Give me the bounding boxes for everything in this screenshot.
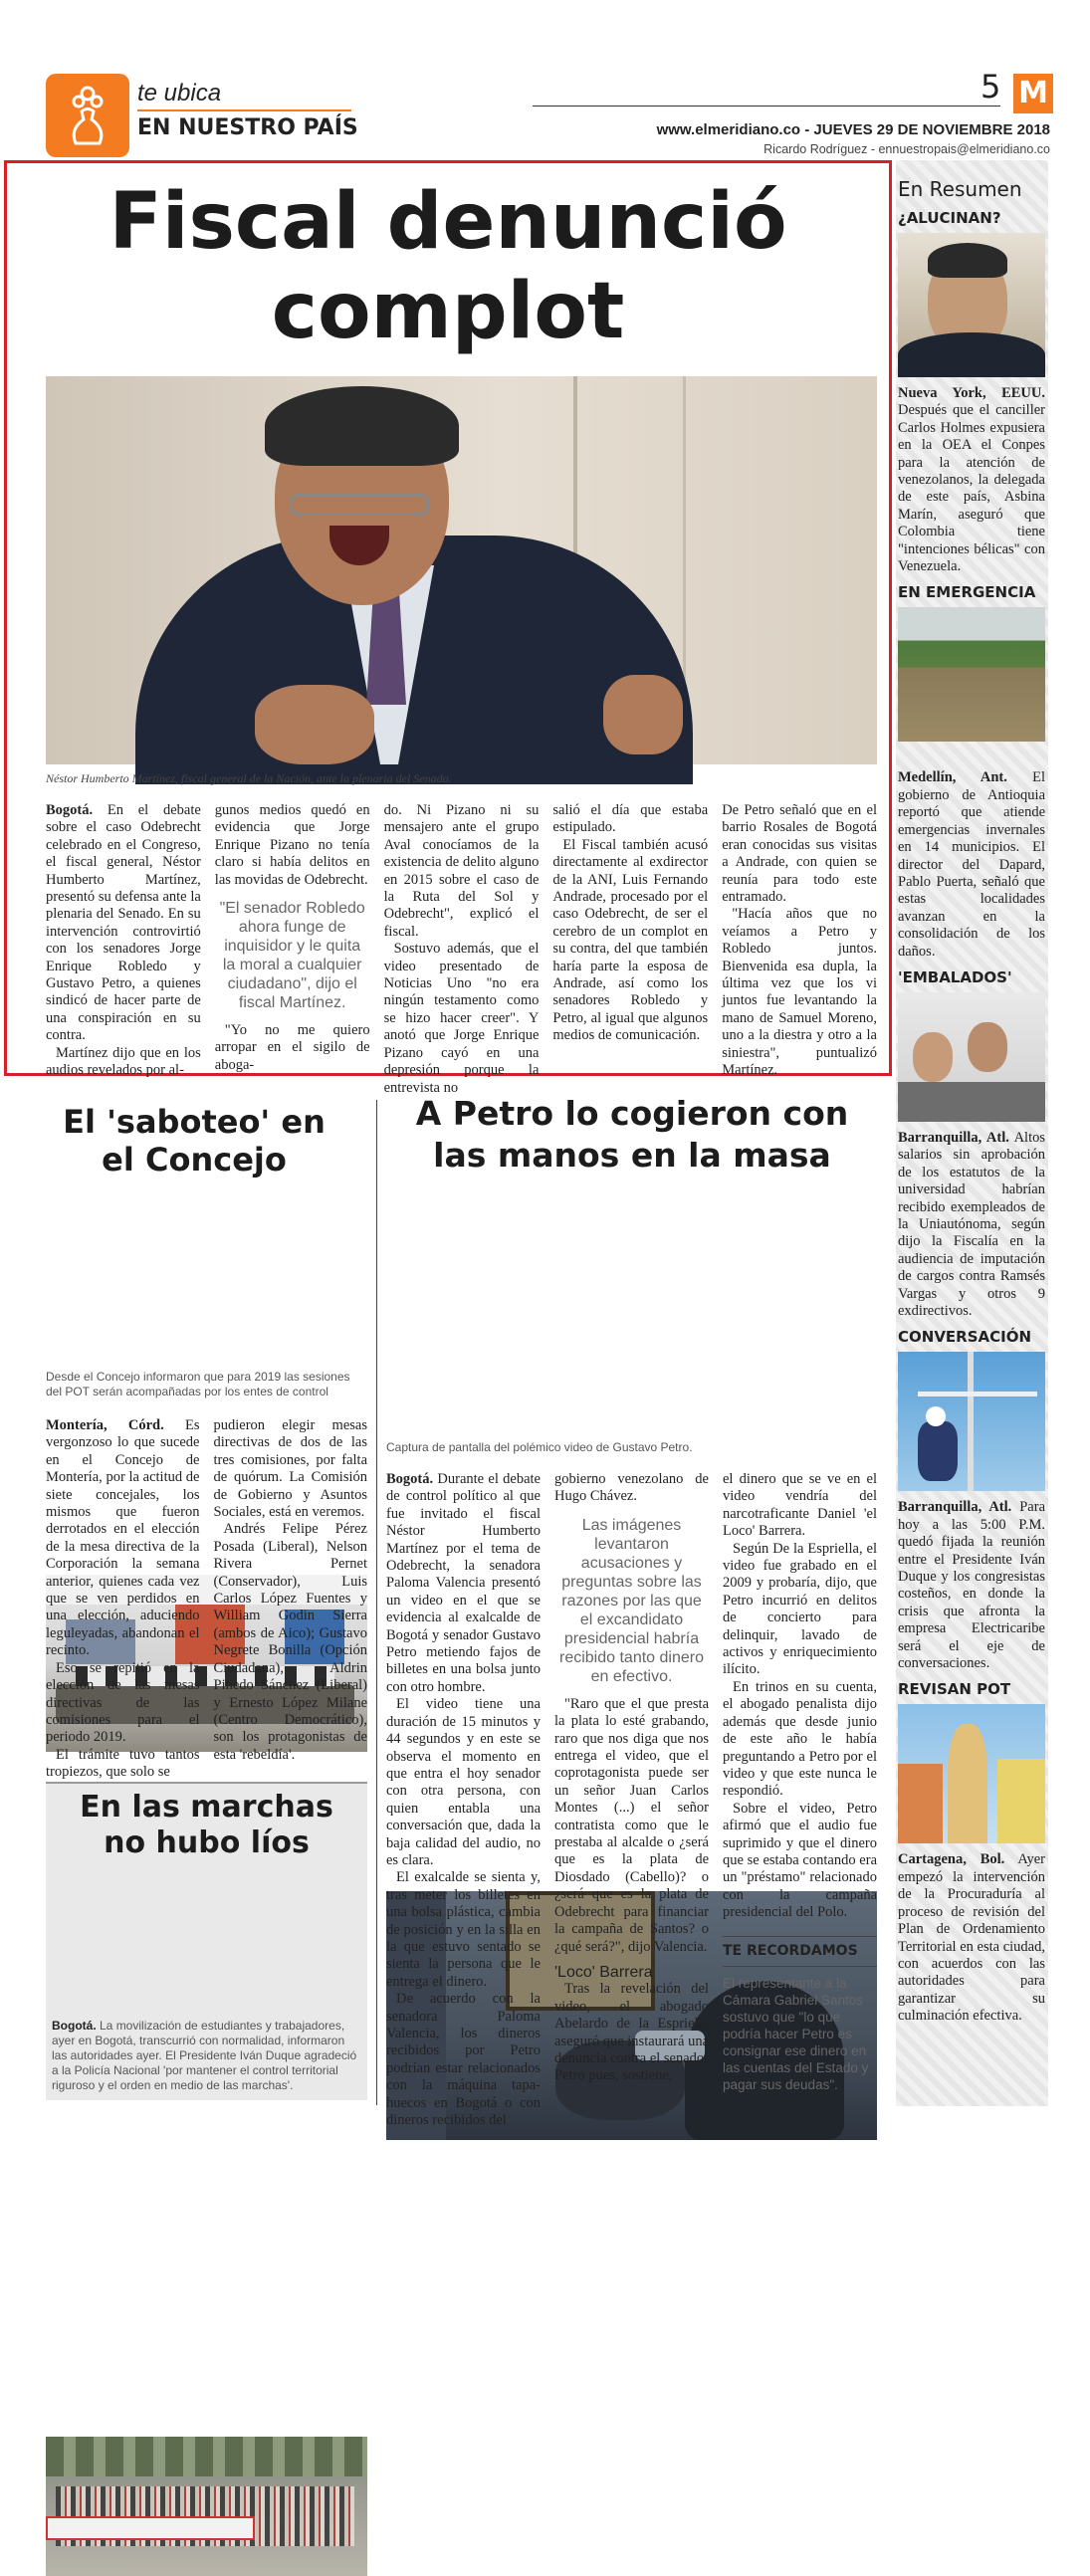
main-col-1: Bogotá. En el debate sobre el caso Odebrecht celebrado en el Congreso, el fiscal general, Néstor Humberto Martínez, presentó su defensa ante la plenaria del Senado. En su intervención controvirtió con los senadores Jorge Enrique Robledo y Gustavo Petro, a quienes sindicó de hacer parte de una conspiración en su contra. Martínez dijo que en los audios revelados por al- [46,802,201,1079]
sidebar-heading: REVISAN POT [898,1680,1011,1699]
main-body [46,802,877,1096]
fiscal-hair [265,386,459,466]
saboteo-dateline: Montería, Córd. [46,1417,164,1433]
main-caption: Néstor Humberto Martínez, fiscal general de la Nación, ante la plenaria del Senado. [46,771,452,785]
petro-caption: Captura de pantalla del polémico video de Gustavo Petro. [386,1440,693,1454]
site-date: www.elmeridiano.co - JUEVES 29 DE NOVIEMBRE 2018 [656,121,1050,138]
saboteo-body [46,1417,367,1781]
sidebar-item-alucinan: ¿ALUCINAN? Nueva York, EEUU. Después que el canciller Carlos Holmes expusiera en la OEA el Conpes para la atención de venezolanos, la delegada de este país, Asbina Marín, aseguró que Colombia tiene "intenciones bélicas" con Venezuela. [898,209,1045,575]
petro-col-3: el dinero que se ve en el video vendría del narcotraficante Daniel 'el Loco' Barrera. Según De la Espriella, el video fue grabado en el 2009 y probaría, dijo, que Petro incurrió en delitos de concierto para delinquir, lavado de activos y enriquecimiento ilícito. En trinos en su cuenta, el abogado penalista dijo además que desde junio de este año le había preguntando a Petro por el video y que este nunca le respondió. Sobre el video, Petro afirmó que el audio fue suprimido y que el dinero que se estaba contando era un "préstamo" relacionado con la campaña presidencial del Polo. TE RECORDAMOS El representante a la Cámara Gabriel Santos sostuvo que "lo que podría hacer Petro es consignar ese dinero en las cuentas del Estado y pagar sus deudas". [723,1471,877,2092]
petro-dateline: Bogotá. [386,1471,434,1487]
sidebar-photo-powerline [898,1352,1045,1491]
sidebar-photo-hearing [898,992,1045,1122]
sidebar-photo-canciller [898,233,1045,377]
petro-col-1: Bogotá. Durante el debate de control político al que fue invitado el fiscal Néstor Humberto Martínez por el tema de Odebrecht, la senadora Paloma Valencia presentó un video en el que se evidencia al exalcalde de Bogotá y senador Gustavo Petro metiendo fajos de billetes en una bolsa junto con otro hombre. El video tiene una duración de 15 minutos y 44 segundos y en este se observa el momento en que entra el hoy senador con otra persona, con quien entabla una conversación que, dada la baja calidad del audio, no es clara. El exalcalde se sienta y, tras meter los billetes en una bolsa plástica, cambia de posición y en la silla en la que estuvo sentado se sienta la persona que le entrega el dinero. De acuerdo con la senadora Paloma Valencia, los dineros recibidos por Petro podrían estar relacionados con la máquina tapa-huecos en Bogotá o con dineros recibidos del [386,1471,541,2129]
sidebar-item-conversacion: CONVERSACIÓN Barranquilla, Atl. Para hoy a las 5:00 P.M. quedó fijada la reunión entre el Presidente Iván Duque y los congresistas costeños, en donde la crisis que afronta la empresa Electricaribe será el eje de conversaciones. [898,1328,1045,1672]
petro-body [386,1471,877,2129]
column-divider [376,1100,377,2105]
sidebar-item-revisan-pot: REVISAN POT Cartagena, Bol. Ayer empezó la intervención de la Procuraduría al proceso de revisión del Plan de Ordenamiento Territorial en esta ciudad, con acuerdos con las autoridades para garantizar su culminación efectiva. [898,1680,1046,2025]
header-rule [533,106,1000,107]
saboteo-col-1: Montería, Córd. Es vergonzoso lo que sucede en el Concejo de Montería, por la actitud de siete concejales, los mismos que fueron derrotados en el elección de la mesa directiva de la Corporación la semana anterior, quienes cada vez que se ven perdidos en una elección, aduciendo leguleyadas, abandonan el recinto. Eso se repitió en la elección de las mesas directivas de las comisiones para el periodo 2019. El trámite tuvo tantos tropiezos, que solo se [46,1417,200,1781]
main-pull-quote: "El senador Robledo ahora funge de inquisidor y le quita la moral a cualquier ciudadano", dijo el fiscal Martínez. [219,900,365,1012]
saboteo-col-2: pudieron elegir mesas directivas de dos de las tres comisiones, por falta de quórum. La Comisión de Gobierno y Asuntos Sociales, está en veremos. Andrés Felipe Pérez Posada (Liberal), Nelson Rivera Pernet (Conservador), Luis Carlos López Fuentes y William Godin Sierra (ambos de Aico); Gustavo Negrete Bonilla (Opción Ciudadana), Aldrin Pinedo Sánchez (Liberal) y Ernesto López Milane (Centro Democrático), son los protagonistas de esta 'rebeldía'. [213,1417,367,1763]
vase-icon [46,74,129,157]
petro-pull-quote: Las imágenes levantaron acusaciones y preguntas sobre las razones por las que el excandidato presidencial habría recibido tanto dinero en efectivo. [559,1516,704,1685]
author-email: Ricardo Rodríguez - ennuestropais@elmeridiano.co [763,142,1050,156]
fiscal-hand-left [255,685,374,764]
main-col-4: salió el día que estaba estipulado. El Fiscal también acusó directamente al exdirector de la ANI, Luis Fernando Andrade, procesado por el caso Odebrecht, de ser el cerebro de un complot en su contra, del que también haría parte la esposa de Andrade, así como los senadores Robledo y Petro, al igual que algunos medios de comunicación. [552,802,709,1044]
main-dateline: Bogotá. [46,802,94,818]
marchas-dateline: Bogotá. [52,2019,97,2033]
main-col-3: do. Ni Pizano ni su mensajero ante el grupo Aval conocíamos de la existencia de delito alguno en 2015 sobre el caso de la Ruta del Sol y Odebrecht", explicó el fiscal. Sostuvo además, que el video presentado de Noticias Uno "no era ningún testamento como se hizo hacer creer". Y anotó que Jorge Enrique Pizano cayó en una depresión porque la entrevista no [383,802,540,1096]
sidebar-photo-flood [898,607,1045,742]
main-headline-line2: complot [271,267,625,356]
marchas-headline: En las marchas no hubo líos [80,1790,333,1860]
petro-col-2: gobierno venezolano de Hugo Chávez. Las imágenes levantaron acusaciones y preguntas sobre las razones por las que el excandidato presidencial habría recibido tanto dinero en efectivo. "Raro que el que presta la plata lo esté grabando, raro que nos diga que nos entrega el video, que el coprotagonista puede ser un señor Juan Carlos Montes (...) el señor contratista como que le prestaba al alcalde o ¿será que es la plata de Diosdado (Cabello)? o ¿será que es la plata de Odebrecht para financiar la campaña de Santos? o ¿qué será?", dijo Valencia. 'Loco' Barrera Tras la revelación del video, el abogado Abelardo de la Espriella aseguró que instaurará una denuncia contra el senador Petro pues, sostiene, [554,1471,710,2084]
saboteo-headline: El 'saboteo' en el Concejo [63,1103,326,1179]
main-headline-line1: Fiscal denunció [109,177,787,267]
sidebar-heading: ¿ALUCINAN? [898,209,1001,227]
main-photo [46,376,877,764]
brand-logo: M [1013,74,1053,113]
recordamos-title: TE RECORDAMOS [723,1942,858,1959]
petro-headline: A Petro lo cogieron con las manos en la masa [415,1094,849,1175]
marchas-caption: Bogotá. La movilización de estudiantes y trabajadores, ayer en Bogotá, transcurrió con normalidad, informaron las autoridades ayer. El Presidente Iván Duque agradeció a la Policía Nacional 'por mantener el control territorial riguroso y el orden en medio de las marchas'. [52,2019,357,2092]
saboteo-caption: Desde el Concejo informaron que para 2019 las sesiones del POT serán acompañadas por los entes de control [46,1370,350,1398]
fiscal-hand-right [603,675,683,754]
sidebar-heading: 'EMBALADOS' [898,967,1012,986]
petro-subhead: 'Loco' Barrera [554,1963,653,1981]
section-label-bottom: EN NUESTRO PAÍS [137,115,358,140]
sidebar-item-emergencia: EN EMERGENCIA Medellín, Ant. El gobierno de Antioquia reportó que atiende emergencias invernales en 14 municipios. El director del Dapard, Pablo Puerta, señaló que estas localidades avanzan en la consolidación de los daños. [898,583,1045,960]
marchas-photo [46,2437,367,2576]
main-headline [20,177,876,356]
sidebar-inner [898,167,1045,2026]
page-number: 5 [981,68,1001,106]
section-underline [137,109,351,111]
recordamos-text: El representante a la Cámara Gabriel Santos sostuvo que "lo que podría hacer Petro es consignar ese dinero en las cuentas del Estado y pagar sus deudas". [723,1975,869,2092]
section-label-top: te ubica [137,80,222,107]
sidebar-photo-cartagena [898,1704,1045,1843]
main-col-2: gunos medios quedó en evidencia que Jorge Enrique Pizano no tenía claro si había delitos en las movidas de Odebrecht. "El senador Robledo ahora funge de inquisidor y le quita la moral a cualquier ciudadano", dijo el fiscal Martínez. "Yo no me quiero arropar en el sigilo de aboga- [214,802,370,1073]
section-logo [46,74,129,157]
sidebar-title: En Resumen [898,177,1022,201]
recordamos-rule-2 [723,1966,877,1967]
main-col-5: De Petro señaló que en el barrio Rosales de Bogotá eran conocidas sus visitas a Andrade, con quien se reunía para todo este entramado. "Hacía años que no veíamos a Petro y Robledo juntos. Bienvenida esa dupla, la última vez que los vi juntos fue levantando la mano de Samuel Moreno, uno a la diestra y otro a la siniestra", puntualizó Martínez. [722,802,877,1079]
sidebar-heading: CONVERSACIÓN [898,1328,1032,1347]
sidebar-heading: EN EMERGENCIA [898,583,1036,602]
sidebar-item-embalados: 'EMBALADOS' Barranquilla, Atl. Altos salarios sin aprobación de los estatutos de la universidad habrían recibido exempleados de la Uniautónoma, según dijo la Fiscalía en la audiencia de imputación de cargos contra Ramsés Vargas y otros 9 exdirectivos. [898,967,1045,1319]
recordamos-rule [723,1936,877,1937]
